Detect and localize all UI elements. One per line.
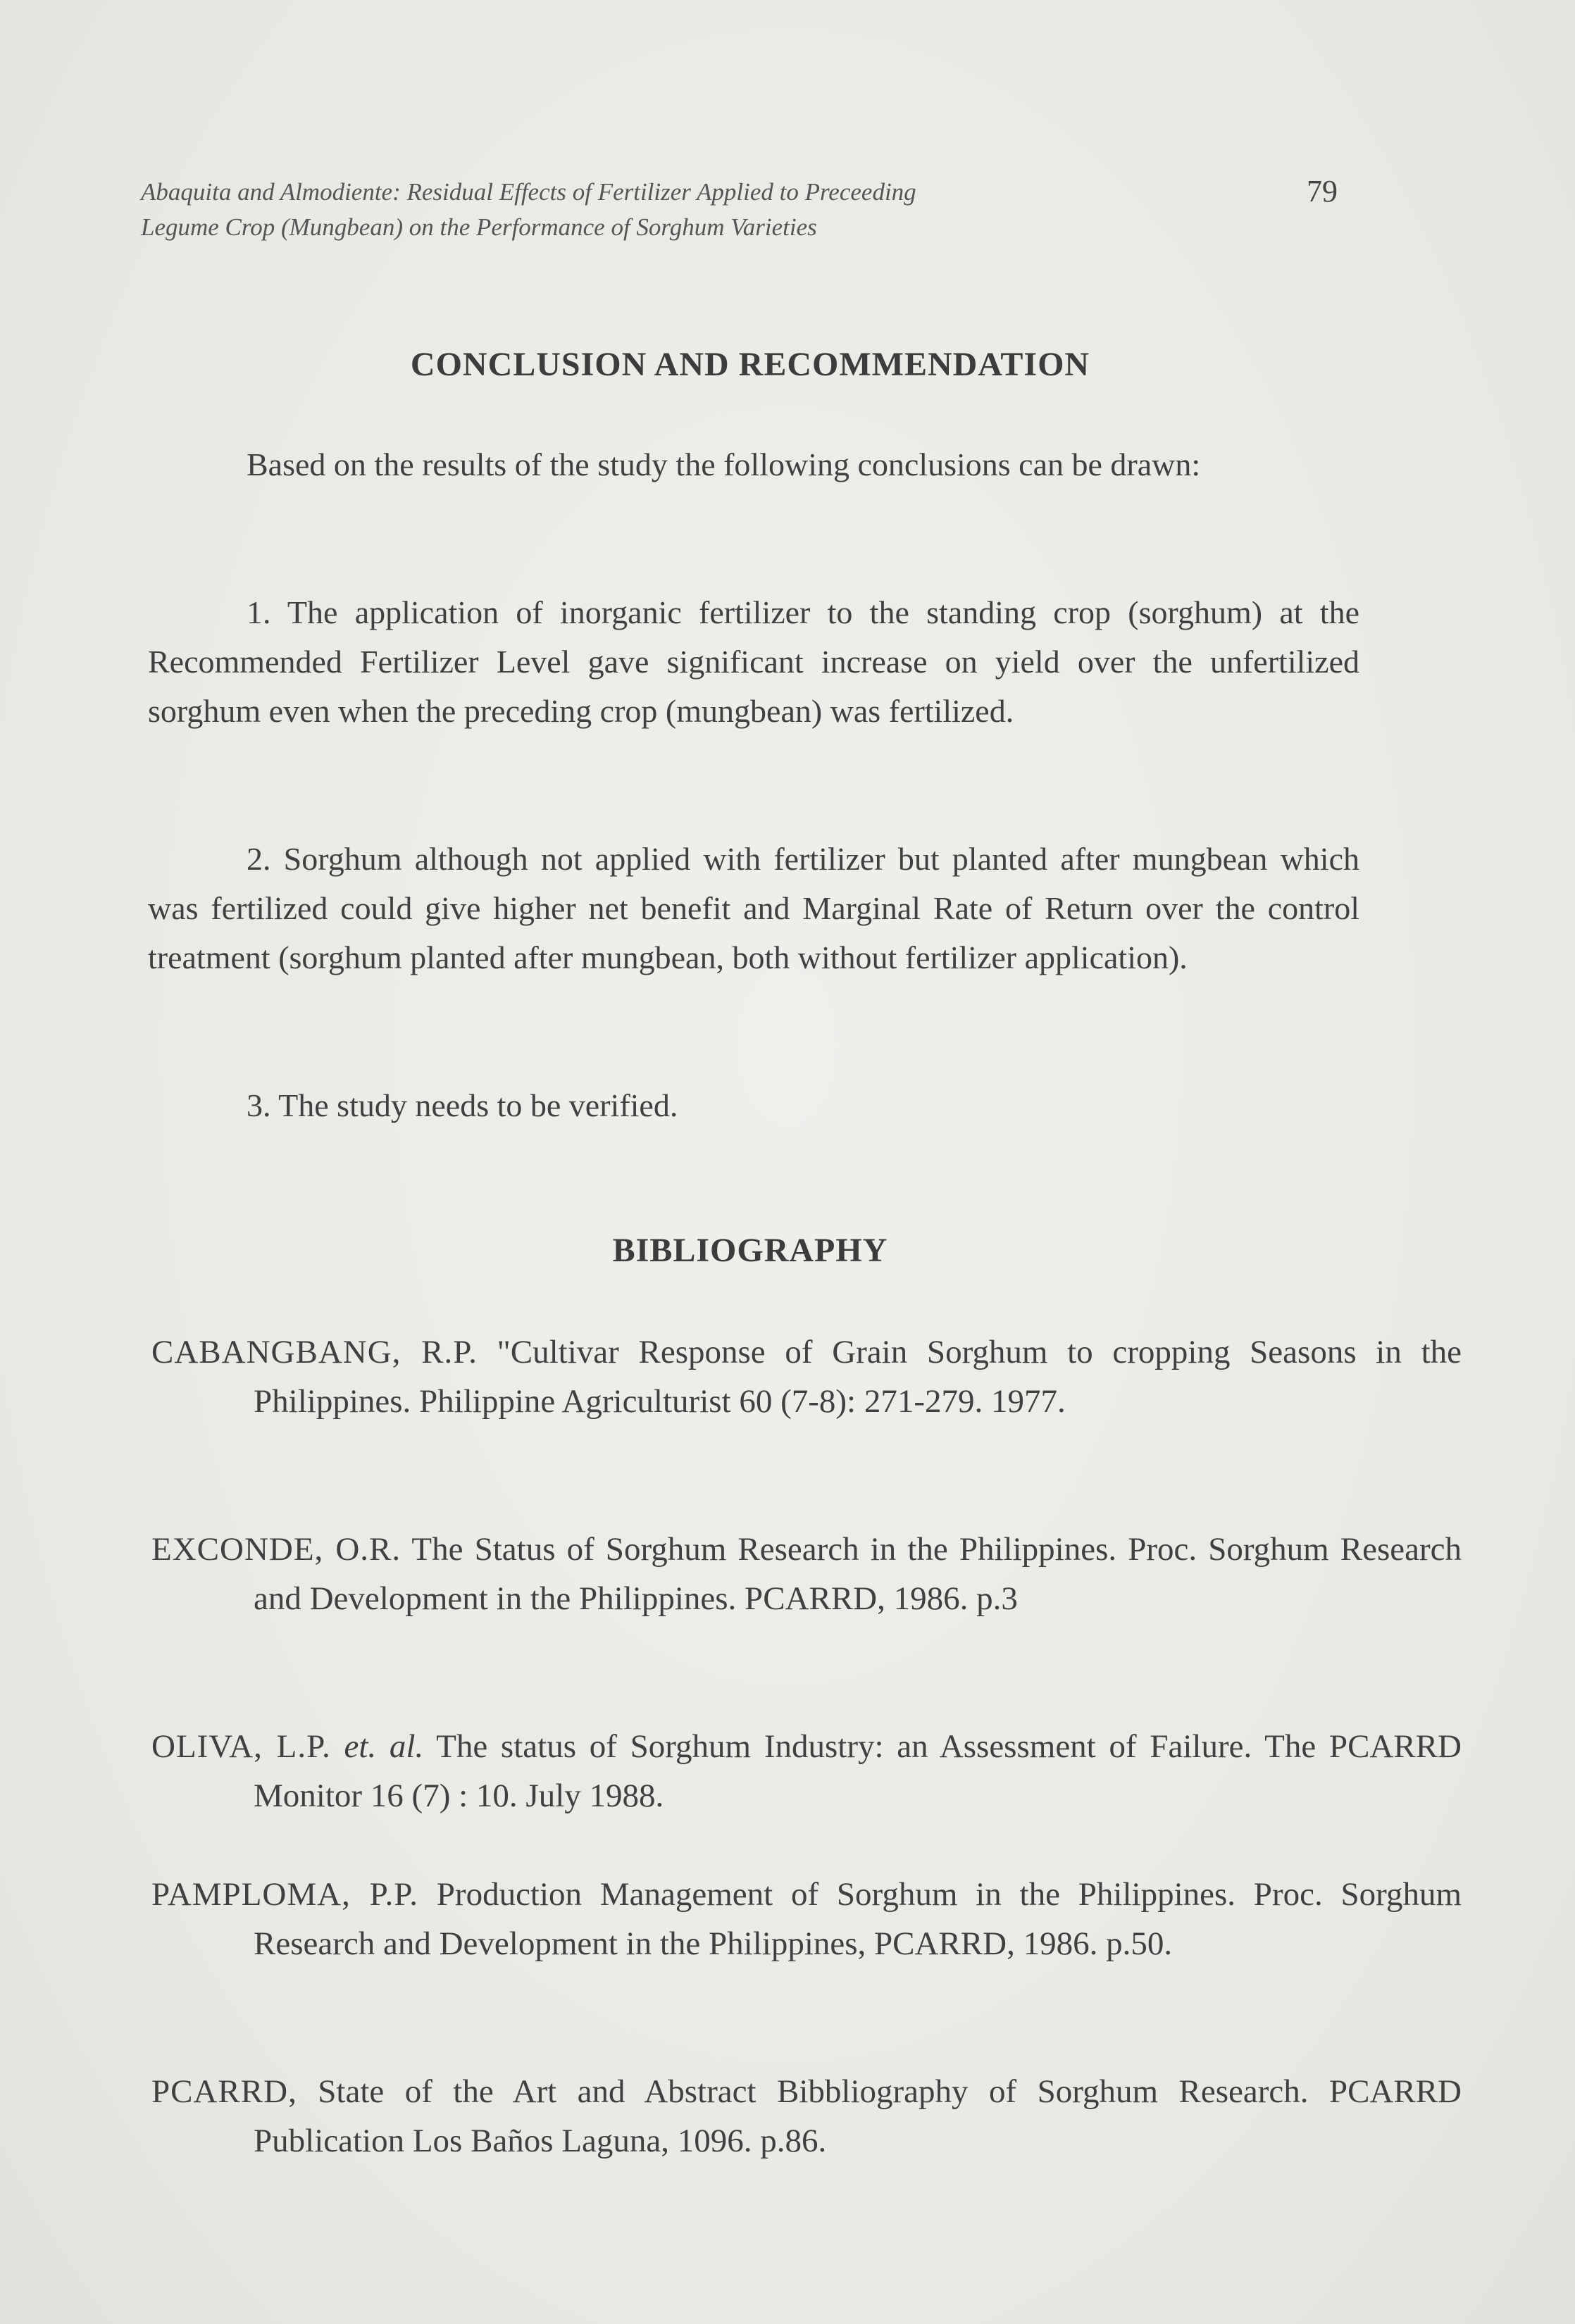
page-number: 79 <box>1307 174 1338 208</box>
bibliography-entry <box>151 1525 1462 1623</box>
ref-text: The status of Sorghum Industry: an Assessment of Failure. The PCARRD Monitor 16 (7) : 10. July 1988. <box>254 1728 1462 1814</box>
conclusion-heading: CONCLUSION AND RECOMMENDATION <box>410 346 1090 383</box>
ref-text: The Status of Sorghum Research in the Philippines. Proc. Sorghum Research and Development in the Philippines. PCARRD, 1986. p.3 <box>254 1531 1462 1617</box>
ref-author: EXCONDE, O.R. <box>151 1531 401 1568</box>
ref-text: "Cultivar Response of Grain Sorghum to cropping Seasons in the Philippines. Philippine Agriculturist 60 (7-8): 271-279. 1977. <box>254 1334 1462 1420</box>
ref-author: PAMPLOMA, P.P. <box>151 1876 418 1913</box>
bibliography-entry <box>151 1327 1462 1426</box>
conclusion-item-3: 3. The study needs to be verified. <box>247 1087 678 1123</box>
running-title: Abaquita and Almodiente: Residual Effects of Fertilizer Applied to Preceeding Legume Crop (Mungbean) on the Performance of Sorghum Varieties <box>141 178 916 241</box>
ref-author: PCARRD, <box>151 2073 297 2110</box>
conclusion-item-1: 1. The application of inorganic fertilizer to the standing crop (sorghum) at the Recommended Fertilizer Level gave significant increase on yield over the unfertilized sorghum even when the preceding crop (mungbean) was fertilized. <box>148 594 1359 729</box>
bibliography-entry <box>151 2067 1462 2166</box>
bibliography-heading: BIBLIOGRAPHY <box>612 1232 888 1269</box>
conclusion-intro: Based on the results of the study the following conclusions can be drawn: <box>247 446 1201 482</box>
bibliography-entry <box>151 1722 1462 1820</box>
ref-author: OLIVA, L.P. <box>151 1728 331 1765</box>
ref-etal: et. al. <box>344 1728 424 1765</box>
ref-text: Production Management of Sorghum in the Philippines. Proc. Sorghum Research and Development in the Philippines, PCARRD, 1986. p.50. <box>254 1876 1462 1962</box>
ref-author: CABANGBANG, R.P. <box>151 1334 478 1370</box>
conclusion-item-2: 2. Sorghum although not applied with fertilizer but planted after mungbean which was fertilized could give higher net benefit and Marginal Rate of Return over the control treatment (sorghum planted after mungbean, both without fertilizer application). <box>148 841 1359 975</box>
ref-text: State of the Art and Abstract Bibbliography of Sorghum Research. PCARRD Publication Los Baños Laguna, 1096. p.86. <box>254 2073 1462 2159</box>
bibliography-entry <box>151 1870 1462 1968</box>
